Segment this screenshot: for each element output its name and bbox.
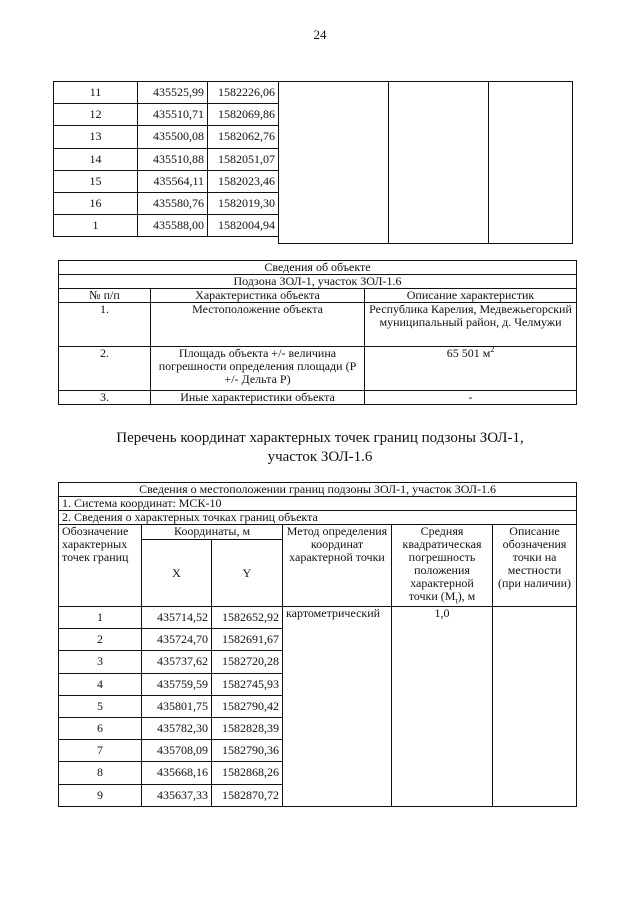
row-characteristic: Иные характеристики объекта [151, 391, 365, 405]
area-unit-exponent: 2 [490, 345, 495, 354]
point-number: 9 [59, 784, 142, 806]
point-y: 1582069,86 [208, 104, 279, 126]
section-heading [60, 429, 580, 467]
point-x: 435724,70 [142, 629, 212, 651]
object-info-table [58, 260, 577, 405]
col-x-header: X [142, 540, 212, 607]
heading-line-1: Перечень координат характерных точек границ подзоны ЗОЛ-1, [116, 430, 524, 446]
point-y: 1582870,72 [212, 784, 283, 806]
col-description-header: Описание обозначения точки на местности (при наличии) [493, 525, 577, 607]
top-description-column [488, 81, 573, 244]
table-row [54, 126, 279, 148]
method-value: картометрический [283, 607, 392, 807]
row-number: 3. [59, 391, 151, 405]
row-characteristic: Местоположение объекта [151, 303, 365, 347]
table-row [54, 148, 279, 170]
location-table [58, 482, 577, 807]
point-y: 1582790,36 [212, 740, 283, 762]
col-method-header: Метод определения координат характерной точки [283, 525, 392, 607]
error-header-sub: t [455, 596, 458, 606]
table-row [59, 607, 577, 629]
col-description-header: Описание характеристик [365, 289, 577, 303]
point-number: 1 [54, 215, 138, 237]
error-header-tail: ), м [457, 589, 476, 603]
point-number: 2 [59, 629, 142, 651]
point-y: 1582745,93 [212, 673, 283, 695]
point-number: 16 [54, 192, 138, 214]
point-y: 1582691,67 [212, 629, 283, 651]
point-number: 15 [54, 170, 138, 192]
point-x: 435510,71 [138, 104, 208, 126]
points-info: 2. Сведения о характерных точках границ объекта [59, 511, 577, 525]
area-value: 65 501 м [446, 346, 491, 360]
col-error-header [392, 525, 493, 607]
point-number: 4 [59, 673, 142, 695]
point-x: 435500,08 [138, 126, 208, 148]
col-characteristic-header: Характеристика объекта [151, 289, 365, 303]
point-y: 1582652,92 [212, 607, 283, 629]
point-x: 435510,88 [138, 148, 208, 170]
point-x: 435801,75 [142, 695, 212, 717]
heading-line-2: участок ЗОЛ-1.6 [267, 449, 373, 465]
point-y: 1582226,06 [208, 82, 279, 104]
point-number: 1 [59, 607, 142, 629]
object-info-title: Сведения об объекте [59, 261, 577, 275]
col-designation-header: Обозначение характерных точек границ [59, 525, 142, 607]
point-x: 435564,11 [138, 170, 208, 192]
top-method-column [278, 81, 389, 244]
table-row [54, 82, 279, 104]
point-number: 7 [59, 740, 142, 762]
point-x: 435714,52 [142, 607, 212, 629]
point-y: 1582828,39 [212, 717, 283, 739]
point-y: 1582019,30 [208, 192, 279, 214]
point-x: 435588,00 [138, 215, 208, 237]
row-description [365, 347, 577, 391]
point-number: 14 [54, 148, 138, 170]
col-y-header: Y [212, 540, 283, 607]
point-description [493, 607, 577, 807]
point-x: 435759,59 [142, 673, 212, 695]
object-info-subtitle: Подзона ЗОЛ-1, участок ЗОЛ-1.6 [59, 275, 577, 289]
point-number: 5 [59, 695, 142, 717]
point-x: 435782,30 [142, 717, 212, 739]
point-number: 8 [59, 762, 142, 784]
point-y: 1582004,94 [208, 215, 279, 237]
point-x: 435580,76 [138, 192, 208, 214]
point-number: 3 [59, 651, 142, 673]
row-characteristic: Площадь объекта +/- величина погрешности определения площади (Р +/- Дельта Р) [151, 347, 365, 391]
row-number: 1. [59, 303, 151, 347]
row-number: 2. [59, 347, 151, 391]
table-row [54, 215, 279, 237]
point-y: 1582868,26 [212, 762, 283, 784]
point-number: 6 [59, 717, 142, 739]
point-x: 435668,16 [142, 762, 212, 784]
col-coordinates-header: Координаты, м [142, 525, 283, 540]
top-error-column [388, 81, 489, 244]
table-row [54, 170, 279, 192]
point-x: 435708,09 [142, 740, 212, 762]
point-y: 1582023,46 [208, 170, 279, 192]
point-number: 13 [54, 126, 138, 148]
point-y: 1582720,28 [212, 651, 283, 673]
table-row [54, 192, 279, 214]
error-value: 1,0 [392, 607, 493, 807]
table-row [54, 104, 279, 126]
point-x: 435525,99 [138, 82, 208, 104]
row-description: Республика Карелия, Медвежьегорский муниципальный район, д. Челмужи [365, 303, 577, 347]
coordinate-system: 1. Система координат: МСК-10 [59, 497, 577, 511]
point-y: 1582051,07 [208, 148, 279, 170]
point-y: 1582790,42 [212, 695, 283, 717]
top-coordinates-table [53, 81, 279, 237]
point-x: 435637,33 [142, 784, 212, 806]
col-number-header: № п/п [59, 289, 151, 303]
point-number: 12 [54, 104, 138, 126]
point-number: 11 [54, 82, 138, 104]
point-x: 435737,62 [142, 651, 212, 673]
error-header-text: Средняя квадратическая погрешность положения характерной точки (M [402, 524, 482, 603]
location-title: Сведения о местоположении границ подзоны ЗОЛ-1, участок ЗОЛ-1.6 [59, 483, 577, 497]
page-number: 24 [313, 27, 327, 42]
point-y: 1582062,76 [208, 126, 279, 148]
row-description: - [365, 391, 577, 405]
